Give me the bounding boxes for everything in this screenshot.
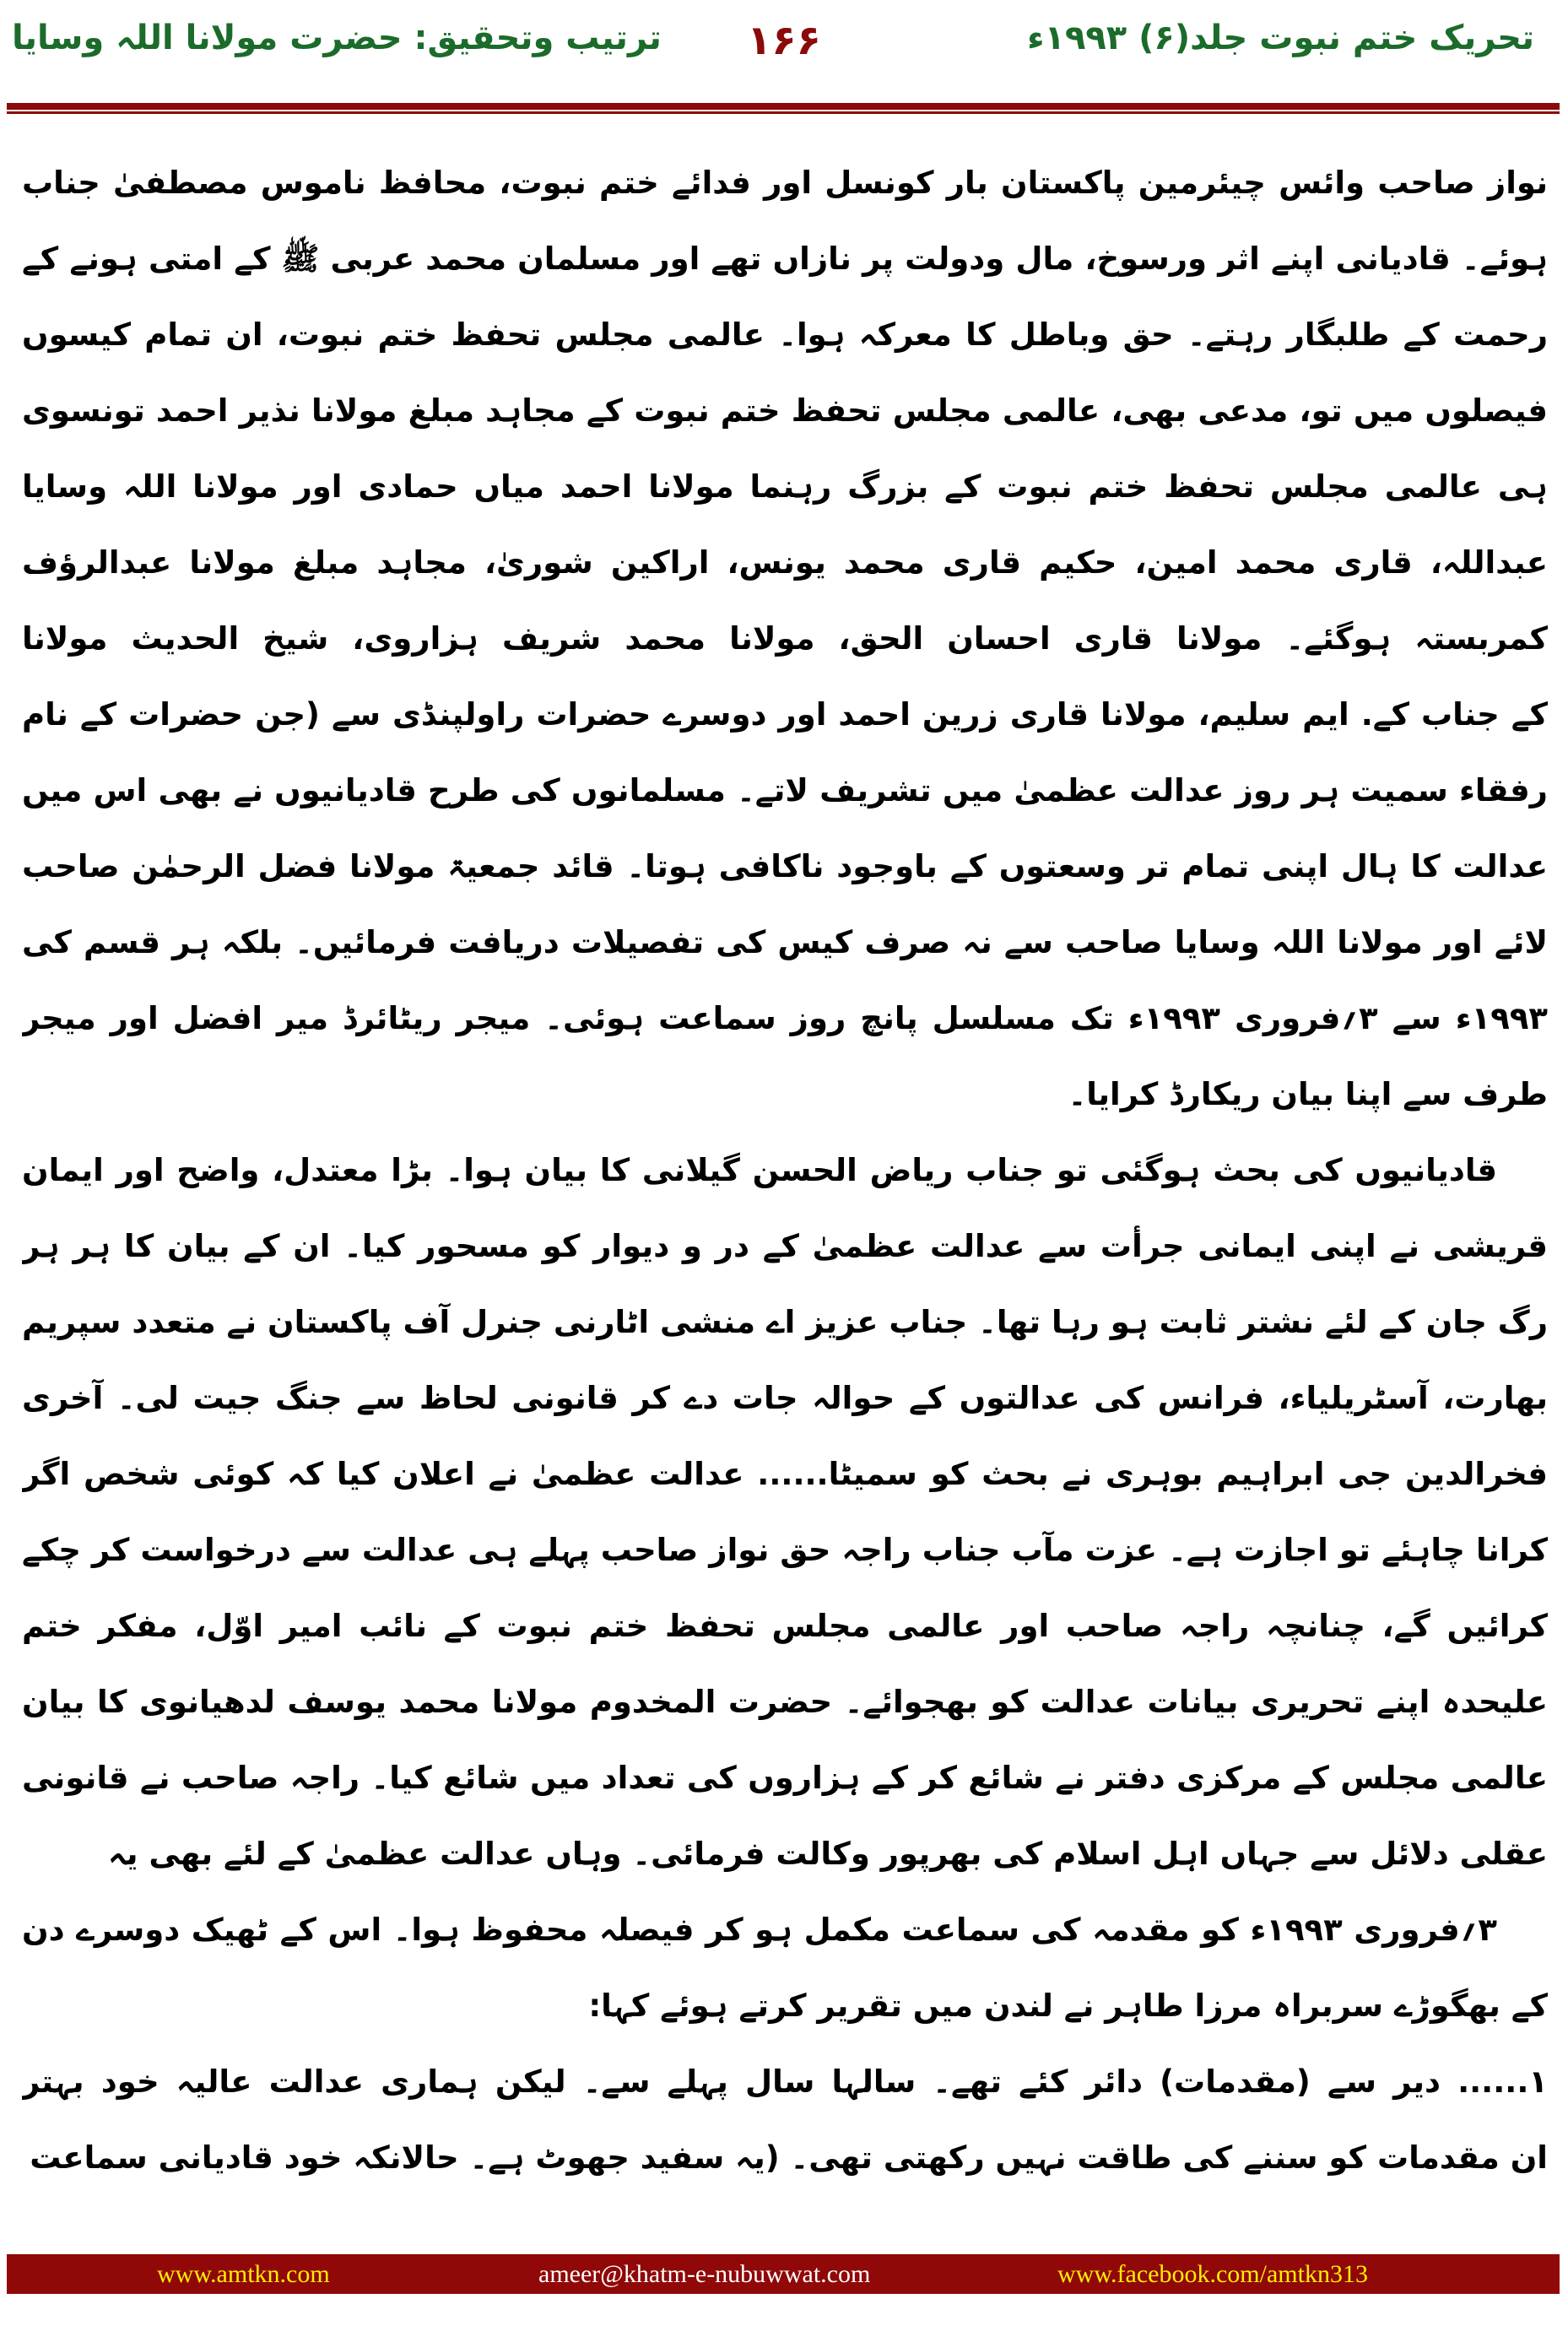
- text-line: عبداللہ، قاری محمد امین، حکیم قاری محمد یونس، اراکین شوریٰ، مجاہد مبلغ مولانا عبدالرؤف: [22, 544, 1548, 581]
- text-line: قریشی نے اپنی ایمانی جرأت سے عدالت عظمیٰ کے در و دیوار کو مسحور کیا۔ ان کے بیان کا ہر ہر: [22, 1228, 1548, 1264]
- text-line: فیصلوں میں تو، مدعی بھی، عالمی مجلس تحفظ ختم نبوت کے مجاہد مبلغ مولانا نذیر احمد تونسوی: [22, 392, 1548, 429]
- email-link[interactable]: ameer@khatm-e-nubuwwat.com: [538, 2260, 871, 2288]
- text-line: ہی عالمی مجلس تحفظ ختم نبوت کے بزرگ رہنما مولانا احمد میاں حمادی اور مولانا اللہ وسایا: [22, 468, 1548, 505]
- text-line: عقلی دلائل سے جہاں اہل اسلام کی بھرپور وکالت فرمائی۔ وہاں عدالت عظمیٰ کے لئے بھی یہ: [107, 1836, 1548, 1872]
- text-line: عدالت کا ہال اپنی تمام تر وسعتوں کے باوجود ناکافی ہوتا۔ قائد جمعیۃ مولانا فضل الرحمٰن صاحب: [22, 848, 1548, 884]
- book-title: تحریک ختم نبوت جلد(۶) ۱۹۹۳ء: [1027, 19, 1534, 57]
- text-line: کے بھگوڑے سربراہ مرزا طاہر نے لندن میں تقریر کرتے ہوئے کہا:: [588, 1988, 1548, 2024]
- text-line: علیحدہ اپنے تحریری بیانات عدالت کو بھجوائے۔ حضرت المخدوم مولانا محمد یوسف لدھیانوی کا بیان: [22, 1684, 1548, 1720]
- text-line: طرف سے اپنا بیان ریکارڈ کرایا۔: [1068, 1076, 1548, 1112]
- compiler-credit: ترتیب وتحقیق: حضرت مولانا اللہ وسایا: [12, 19, 662, 57]
- text-line: لائے اور مولانا اللہ وسایا صاحب سے نہ صرف کیس کی تفصیلات دریافت فرمائیں۔ بلکہ ہر قسم کی: [22, 924, 1548, 960]
- header-divider-thin: [7, 111, 1560, 114]
- text-line: کمربستہ ہوگئے۔ مولانا قاری احسان الحق، مولانا محمد شریف ہزاروی، شیخ الحدیث مولانا: [22, 620, 1548, 657]
- body-text: [22, 145, 1548, 2196]
- text-line: رحمت کے طلبگار رہتے۔ حق وباطل کا معرکہ ہوا۔ عالمی مجلس تحفظ ختم نبوت، ان تمام کیسوں: [22, 316, 1548, 353]
- text-line: بھارت، آسٹریلیاء، فرانس کی عدالتوں کے حوالہ جات دے کر قانونی لحاظ سے جنگ جیت لی۔ آخری: [22, 1380, 1548, 1416]
- text-line: کرانا چاہئے تو اجازت ہے۔ عزت مآب جناب راجہ حق نواز صاحب پہلے ہی عدالت سے درخواست کر چکے: [22, 1532, 1548, 1568]
- text-line: کے جناب کے. ایم سلیم، مولانا قاری زرین احمد اور دوسرے حضرات راولپنڈی سے (جن حضرات کے نام: [22, 696, 1548, 733]
- text-line: رگ جان کے لئے نشتر ثابت ہو رہا تھا۔ جناب عزیز اے منشی اٹارنی جنرل آف پاکستان نے متعدد سپریم: [22, 1304, 1548, 1340]
- footer-bar: [7, 2254, 1560, 2294]
- facebook-link[interactable]: www.facebook.com/amtkn313: [1057, 2260, 1368, 2288]
- text-line: رفقاء سمیت ہر روز عدالت عظمیٰ میں تشریف لاتے۔ مسلمانوں کی طرح قادیانیوں نے بھی اس میں: [22, 772, 1548, 809]
- text-line: فخرالدین جی ابراہیم بوہری نے بحث کو سمیٹا...... عدالت عظمیٰ نے اعلان کیا کہ کوئی شخص اگر: [22, 1456, 1548, 1492]
- text-line: ہوئے۔ قادیانی اپنے اثر ورسوخ، مال ودولت پر نازاں تھے اور مسلمان محمد عربی ﷺ کے امتی ہونے کے: [22, 241, 1548, 277]
- website-link[interactable]: www.amtkn.com: [157, 2260, 330, 2288]
- text-line: ۱...... دیر سے (مقدمات) دائر کئے تھے۔ سالہا سال پہلے سے۔ لیکن ہماری عدالت عالیہ خود بہتر: [22, 2063, 1548, 2100]
- text-line: ان مقدمات کو سننے کی طاقت نہیں رکھتی تھی۔ (یہ سفید جھوٹ ہے۔ حالانکہ خود قادیانی سماعت: [30, 2139, 1548, 2176]
- text-line: ۱۹۹۳ء سے ۳؍فروری ۱۹۹۳ء تک مسلسل پانچ روز سماعت ہوئی۔ میجر ریٹائرڈ میر افضل اور میجر: [22, 1000, 1548, 1036]
- page-number: ۱۶۶: [747, 17, 821, 64]
- text-line: قادیانیوں کی بحث ہوگئی تو جناب ریاض الحسن گیلانی کا بیان ہوا۔ بڑا معتدل، واضح اور ایمان: [22, 1152, 1497, 1188]
- text-line: نواز صاحب وائس چیئرمین پاکستان بار کونسل اور فدائے ختم نبوت، محافظ ناموس مصطفیٰ جناب: [22, 165, 1548, 201]
- text-line: ۳؍فروری ۱۹۹۳ء کو مقدمہ کی سماعت مکمل ہو کر فیصلہ محفوظ ہوا۔ اس کے ٹھیک دوسرے دن: [22, 1912, 1498, 1948]
- text-line: عالمی مجلس کے مرکزی دفتر نے شائع کر کے ہزاروں کی تعداد میں شائع کیا۔ راجہ صاحب نے قانونی: [22, 1760, 1548, 1796]
- header-divider-thick: [7, 103, 1560, 110]
- text-line: کرائیں گے، چنانچہ راجہ صاحب اور عالمی مجلس تحفظ ختم نبوت کے نائب امیر اوّل، مفکر ختم: [22, 1608, 1548, 1644]
